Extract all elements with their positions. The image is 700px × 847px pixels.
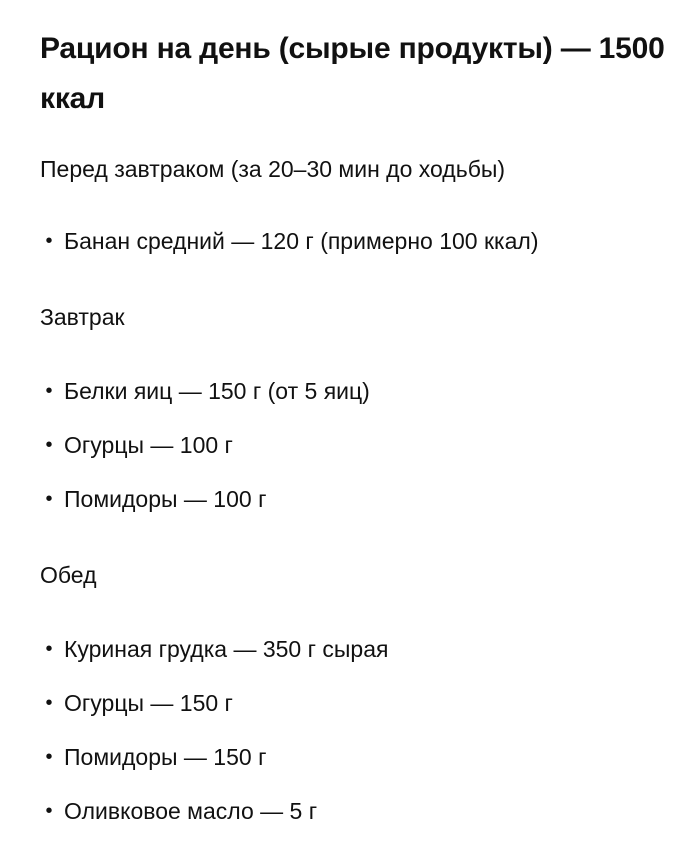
list-item	[40, 226, 680, 256]
section-heading-lunch: Обед	[40, 562, 97, 588]
bullet-icon: •	[45, 434, 53, 456]
list-item	[40, 484, 680, 514]
list-item	[40, 634, 680, 664]
list-item	[40, 796, 680, 826]
document-page	[40, 24, 680, 826]
list-item	[40, 376, 680, 406]
section-heading-before-breakfast: Перед завтраком (за 20–30 мин до ходьбы)	[40, 156, 506, 182]
list-item-text: Банан средний — 120 г (примерно 100 ккал)	[64, 228, 539, 254]
bullet-icon: •	[45, 230, 53, 252]
bullet-icon: •	[45, 638, 53, 660]
list-item	[40, 742, 680, 772]
list-item-text: Белки яиц — 150 г (от 5 яиц)	[64, 378, 370, 404]
list-item-text: Оливковое масло — 5 г	[64, 798, 318, 824]
list-item	[40, 430, 680, 460]
bullet-icon: •	[45, 800, 53, 822]
bullet-icon: •	[45, 692, 53, 714]
list-item-text: Помидоры — 100 г	[64, 486, 267, 512]
bullet-icon: •	[45, 746, 53, 768]
bullet-icon: •	[45, 380, 53, 402]
list-item-text: Помидоры — 150 г	[64, 744, 267, 770]
list-item-text: Огурцы — 150 г	[64, 690, 233, 716]
breakfast-list	[40, 376, 680, 514]
lunch-list	[40, 634, 680, 826]
list-item-text: Куриная грудка — 350 г сырая	[64, 636, 389, 662]
page-title: Рацион на день (сырые продукты) — 1500 ккал	[40, 32, 665, 115]
list-item-text: Огурцы — 100 г	[64, 432, 233, 458]
before-breakfast-list	[40, 226, 680, 256]
bullet-icon: •	[45, 488, 53, 510]
section-heading-breakfast: Завтрак	[40, 304, 125, 330]
list-item	[40, 688, 680, 718]
